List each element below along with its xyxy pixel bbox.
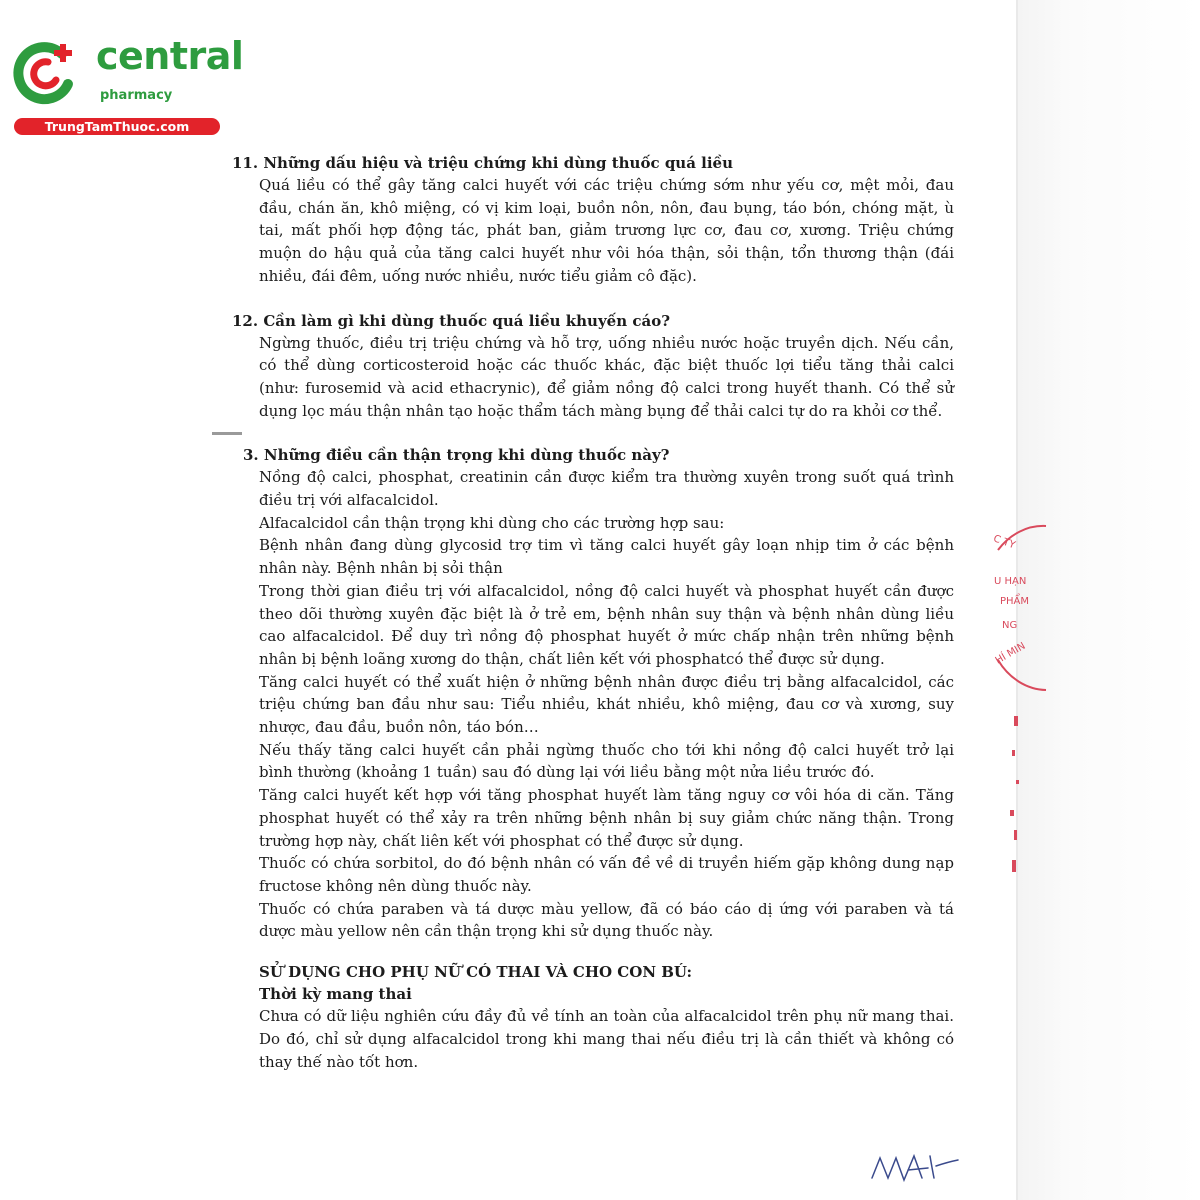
section-paragraph: Alfacalcidol cần thận trọng khi dùng cho các trường hợp sau:: [259, 513, 725, 532]
section-pregnancy: [232, 961, 954, 1073]
signature-mark: [868, 1148, 968, 1188]
brand-sub: pharmacy: [100, 88, 173, 103]
section-overdose-symptoms: [232, 152, 954, 288]
section-paragraph: Thuốc có chứa sorbitol, do đó bệnh nhân có vấn đề về di truyền hiếm gặp không dung nạp fructose không nên dùng thuốc này.: [259, 854, 954, 895]
stamp-edge-marks: [1000, 710, 1030, 880]
section-paragraph: Quá liều có thể gây tăng calci huyết với các triệu chứng sớm như yếu cơ, mệt mỏi, đau đầu, chán ăn, khô miệng, có vị kim loại, buồn nôn, nôn, đau bụng, táo bón, chóng mặt, ù tai, mất phối hợp động tác, phát ban, giảm trương lực cơ, đau cơ, xương. Triệu chứng muộn do hậu quả của tăng calci huyết như vôi hóa thận, sỏi thận, tổn thương thận (đái nhiều, đái đêm, uống nước nhiều, nước tiểu giảm cô đặc).: [259, 176, 954, 285]
company-stamp: [988, 520, 1048, 700]
brand-name: central: [96, 34, 244, 78]
section-paragraph: Nếu thấy tăng calci huyết cần phải ngừng thuốc cho tới khi nồng độ calci huyết trở lại bình thường (khoảng 1 tuần) sau đó dùng lại với liều bằng một nửa liều trước đó.: [259, 740, 954, 782]
pregnancy-paragraph: Chưa có dữ liệu nghiên cứu đầy đủ về tính an toàn của alfacalcidol trên phụ nữ mang thai. Do đó, chỉ sử dụng alfacalcidol trong khi mang thai nếu điều trị là cần thiết và không có thay thế nào tốt hơn.: [259, 1007, 954, 1071]
section-paragraph: Tăng calci huyết có thể xuất hiện ở những bệnh nhân được điều trị bằng alfacalcidol, các triệu chứng ban đầu như sau: Tiểu nhiều, khát nhiều, khô miệng, đau cơ và xương, suy nhược, đau đầu, buồn nôn, táo bón…: [259, 672, 954, 737]
section-heading: 11. Những dấu hiệu và triệu chứng khi dùng thuốc quá liều: [232, 154, 733, 172]
section-paragraph: Ngừng thuốc, điều trị triệu chứng và hỗ trợ, uống nhiều nước hoặc truyền dịch. Nếu cần, có thể dùng corticosteroid hoặc các thuốc khác, đặc biệt thuốc lợi tiểu tăng thải calci (như: furosemid và acid ethacrynic), để giảm nồng độ calci trong huyết thanh. Có thể sử dụng lọc máu thận nhân tạo hoặc thẩm tách màng bụng để thải calci tự do ra khỏi cơ thể.: [259, 333, 954, 420]
stamp-text: HÍ MIN: [993, 640, 1028, 667]
section-overdose-action: [232, 310, 954, 423]
pregnancy-subheading: Thời kỳ mang thai: [259, 985, 412, 1004]
stamp-text: U HẠN: [994, 576, 1027, 587]
stamp-text: NG: [1002, 620, 1018, 631]
section-heading: 3. Những điều cần thận trọng khi dùng thuốc này?: [243, 446, 670, 465]
stamp-text: PHẨM: [1000, 596, 1030, 607]
section-precautions: [232, 444, 954, 943]
stamp-text: C TY: [991, 533, 1017, 552]
document-body: [232, 152, 954, 1095]
central-pharmacy-logo-icon: [10, 38, 82, 110]
section-heading: 12. Cần làm gì khi dùng thuốc quá liều khuyến cáo?: [232, 311, 670, 330]
section-paragraph: Tăng calci huyết kết hợp với tăng phosphat huyết làm tăng nguy cơ vôi hóa di căn. Tăng phosphat huyết có thể xảy ra trên những bệnh nhân bị suy giảm chức năng thận. Trong trường hợp này, chất liên kết với phosphat có thể được sử dụng.: [259, 786, 954, 850]
pregnancy-heading: SỬ DỤNG CHO PHỤ NỮ CÓ THAI VÀ CHO CON BÚ:: [259, 963, 693, 982]
section-paragraph: Thuốc có chứa paraben và tá dược màu yellow, đã có báo cáo dị ứng với paraben và tá dược màu yellow nên cần thận trọng khi sử dụng thuốc này.: [259, 899, 954, 941]
brand-logo[interactable]: [10, 34, 244, 138]
brand-url[interactable]: TrungTamThuoc.com: [14, 118, 220, 135]
section-paragraph: Trong thời gian điều trị với alfacalcidol, nồng độ calci huyết và phosphat huyết cần được theo dõi thường xuyên đặc biệt là ở trẻ em, bệnh nhân suy thận và bệnh nhân dùng liều cao alfacalcidol. Để duy trì nồng độ phosphat huyết ở mức chấp nhận trên những bệnh nhân bị bệnh loãng xương do thận, chất liên kết với phosphatcó thể được sử dụng.: [259, 581, 954, 668]
section-paragraph: Bệnh nhân đang dùng glycosid trợ tim vì tăng calci huyết gây loạn nhịp tim ở các bệnh nhân này. Bệnh nhân bị sỏi thận: [259, 536, 954, 578]
section-paragraph: Nồng độ calci, phosphat, creatinin cần được kiểm tra thường xuyên trong suốt quá trình điều trị với alfacalcidol.: [259, 468, 954, 510]
